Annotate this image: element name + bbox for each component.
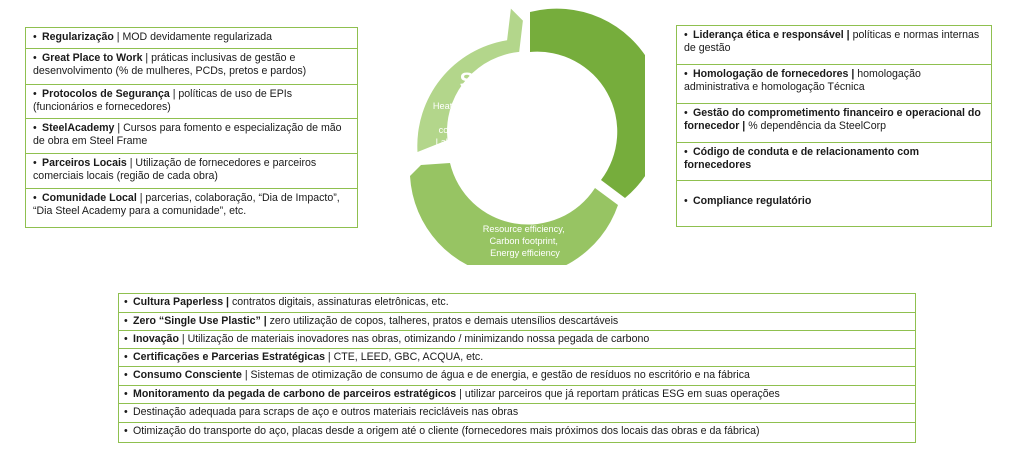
- social-item: • Parceiros Locais | Utilização de fornecedores e parceiros comerciais locais (região de cada obra): [26, 154, 357, 189]
- governance-item: • Compliance regulatório: [684, 195, 812, 207]
- governance-item: • Gestão do comprometimento financeiro e operacional do fornecedor | % dependência da SteelCorp: [677, 104, 991, 143]
- environmental-item: • Zero “Single Use Plastic” | zero utilização de copos, talheres, pratos e demais utensílios descartáveis: [119, 313, 915, 331]
- social-item: • Great Place to Work | práticas inclusivas de gestão e desenvolvimento (% de mulheres, PCDs, pretos e pardos): [26, 49, 357, 85]
- wheel-text-e: Resource efficiency, Carbon footprint, Energy efficiency: [482, 224, 565, 258]
- environmental-item: • Certificações e Parcerias Estratégicas | CTE, LEED, GBC, ACQUA, etc.: [119, 349, 915, 367]
- wheel-text-g: Ethical Leadership, Supply Chain Mgmt, Compliance: [550, 96, 606, 154]
- environmental-item: • Otimização do transporte do aço, placas desde a origem até o cliente (fornecedores mais próximos dos locais das obras e da fábrica): [124, 425, 760, 437]
- social-item: • SteelAcademy | Cursos para fomento e especialização de mão de obra em Steel Frame: [26, 119, 357, 154]
- governance-box: [676, 25, 992, 227]
- wheel-letter-e: E: [517, 177, 533, 202]
- governance-item: • Código de conduta e de relacionamento com fornecedores: [677, 143, 991, 181]
- esg-wheel: [405, 0, 645, 265]
- wheel-text-s: Heatlh & Safety, Local communities, Labor practices: [432, 101, 499, 147]
- social-item: • Comunidade Local | parcerias, colaboração, “Dia de Impacto”, “Dia Steel Academy para a comunidade”, etc.: [33, 192, 340, 217]
- wheel-letter-s: S: [459, 68, 475, 93]
- governance-item: • Homologação de fornecedores | homologação administrativa e homologação Técnica: [677, 65, 991, 104]
- wheel-letter-g: G: [569, 64, 587, 89]
- environmental-item: • Destinação adequada para scraps de aço e outros materiais recicláveis nas obras: [119, 404, 915, 423]
- social-item: • Regularização | MOD devidamente regularizada: [26, 28, 357, 49]
- environmental-box: [118, 293, 916, 443]
- environmental-item: • Monitoramento da pegada de carbono de parceiros estratégicos | utilizar parceiros que já reportam práticas ESG em suas operações: [119, 386, 915, 404]
- environmental-item: • Consumo Consciente | Sistemas de otimização de consumo de água e de energia, e gestão de resíduos no escritório e na fábrica: [119, 367, 915, 386]
- environmental-item: • Cultura Paperless | contratos digitais, assinaturas eletrônicas, etc.: [119, 294, 915, 313]
- environmental-item: • Inovação | Utilização de materiais inovadores nas obras, otimizando / minimizando nossa pegada de carbono: [119, 331, 915, 349]
- governance-item: • Liderança ética e responsável | políticas e normas internas de gestão: [677, 26, 991, 65]
- social-box: [25, 27, 358, 228]
- social-item: • Protocolos de Segurança | políticas de uso de EPIs (funcionários e fornecedores): [26, 85, 357, 119]
